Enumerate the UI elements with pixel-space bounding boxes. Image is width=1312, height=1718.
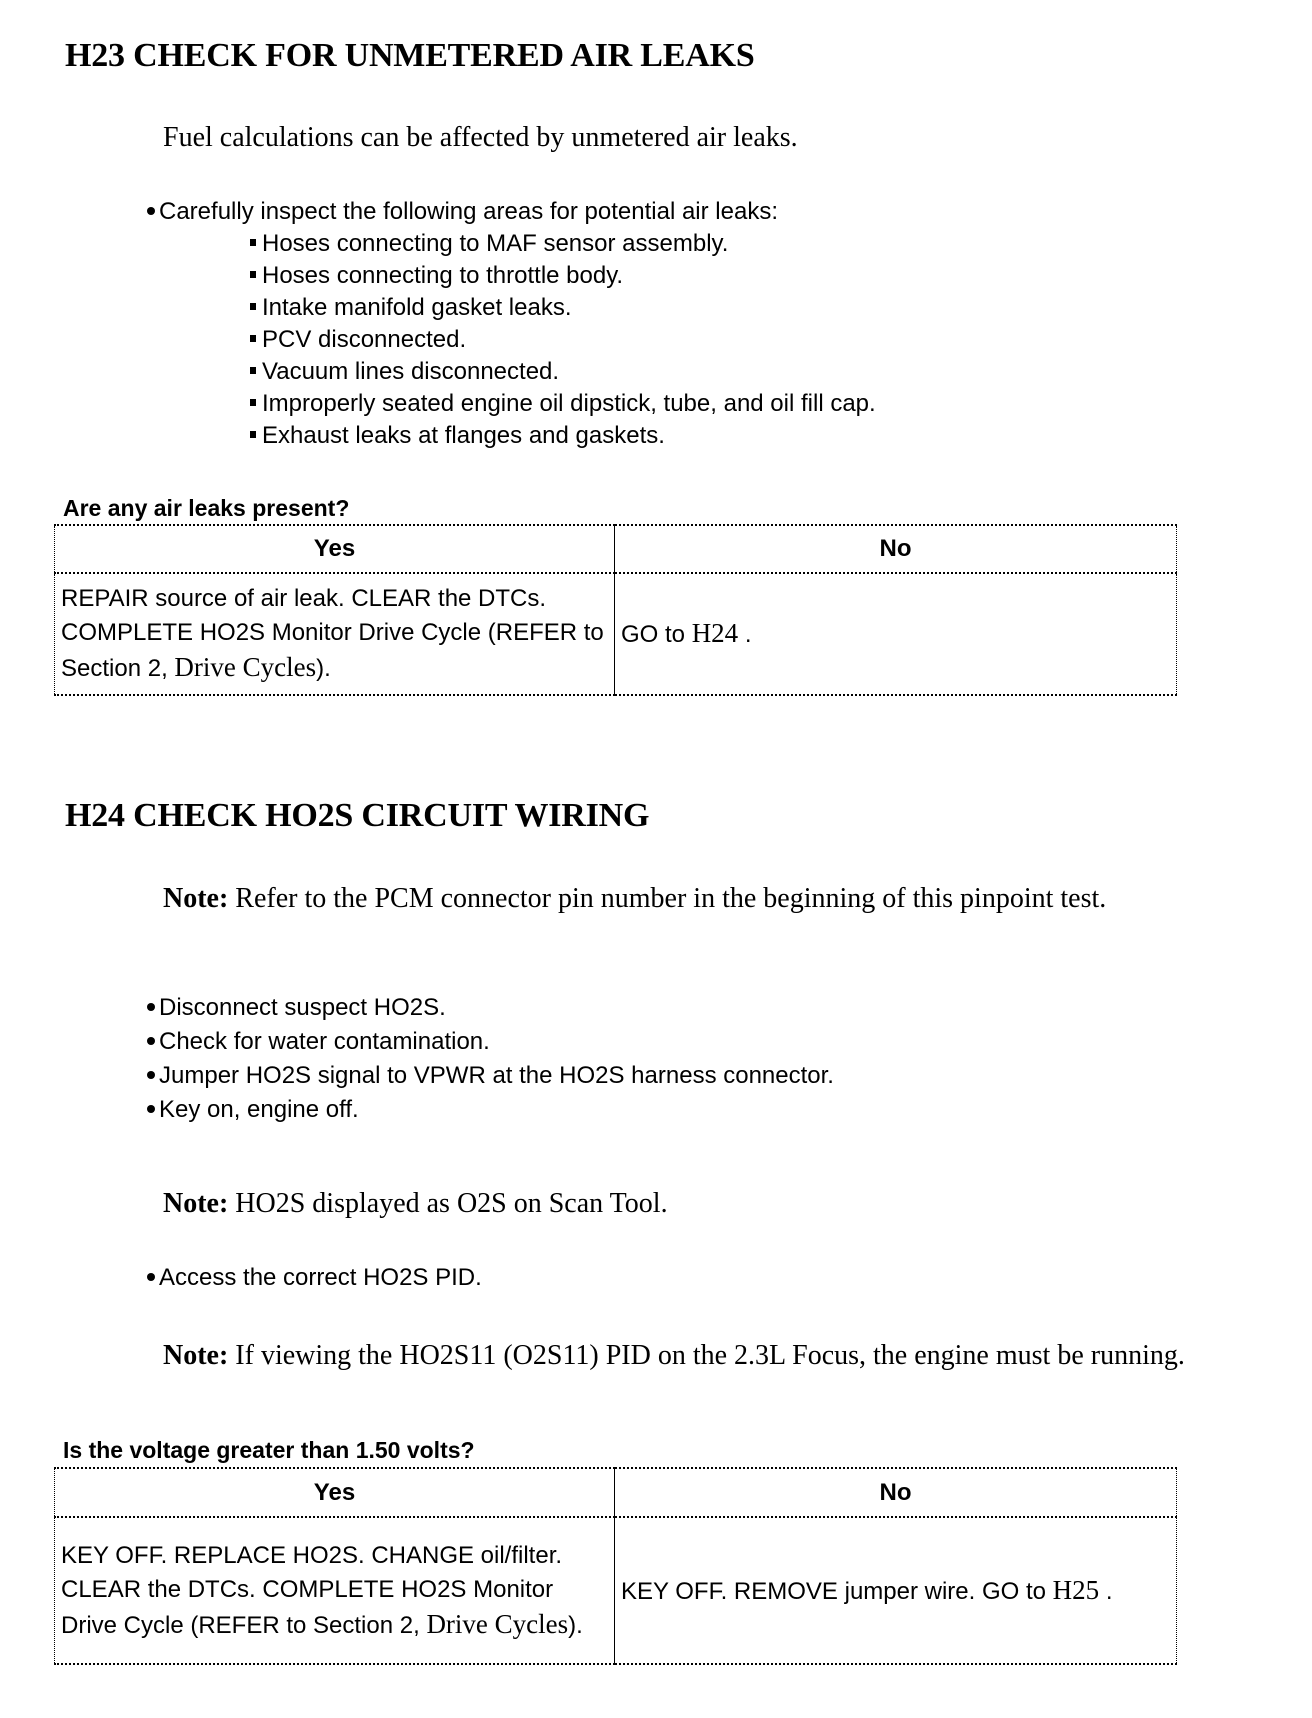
- h23-subitem: Hoses connecting to MAF sensor assembly.: [250, 228, 728, 260]
- h24-note-3: Note: If viewing the HO2S11 (O2S11) PID on the 2.3L Focus, the engine must be running.: [163, 1340, 1185, 1371]
- h24-step: Key on, engine off.: [147, 1094, 359, 1126]
- bullet-icon: [147, 1037, 155, 1045]
- h24-step: Jumper HO2S signal to VPWR at the HO2S harness connector.: [147, 1060, 834, 1092]
- square-bullet-icon: [250, 431, 256, 438]
- square-bullet-icon: [250, 335, 256, 342]
- h23-subitem: Improperly seated engine oil dipstick, tube, and oil fill cap.: [250, 388, 876, 420]
- section-title-h24: H24 CHECK HO2S CIRCUIT WIRING: [65, 797, 650, 834]
- square-bullet-icon: [250, 367, 256, 374]
- bullet-icon: [147, 207, 155, 215]
- h23-subitem: Intake manifold gasket leaks.: [250, 292, 572, 324]
- bullet-icon: [147, 1273, 155, 1281]
- h23-subitem: Exhaust leaks at flanges and gaskets.: [250, 420, 665, 452]
- h23-subitem: Hoses connecting to throttle body.: [250, 260, 623, 292]
- yes-action: KEY OFF. REPLACE HO2S. CHANGE oil/filter. CLEAR the DTCs. COMPLETE HO2S Monitor Drive Cycle (REFER to Section 2, Drive Cycles).: [55, 1517, 615, 1664]
- bullet-icon: [147, 1071, 155, 1079]
- h23-question: Are any air leaks present?: [63, 495, 350, 521]
- h24-step: Check for water contamination.: [147, 1026, 490, 1058]
- h23-subitem: PCV disconnected.: [250, 324, 466, 356]
- bullet-icon: [147, 1003, 155, 1011]
- header-yes: Yes: [55, 1468, 615, 1517]
- h24-link[interactable]: H24: [691, 618, 739, 648]
- h23-subitem: Vacuum lines disconnected.: [250, 356, 559, 388]
- h24-step-access-pid: Access the correct HO2S PID.: [147, 1262, 482, 1294]
- h24-question: Is the voltage greater than 1.50 volts?: [63, 1437, 475, 1463]
- no-action: GO to H24 .: [615, 573, 1177, 695]
- bullet-icon: [147, 1105, 155, 1113]
- header-yes: Yes: [55, 525, 615, 573]
- h24-decision-table: [54, 1467, 1177, 1665]
- square-bullet-icon: [250, 239, 256, 246]
- h24-note-2: Note: HO2S displayed as O2S on Scan Tool.: [163, 1188, 668, 1219]
- header-no: No: [615, 1468, 1177, 1517]
- square-bullet-icon: [250, 303, 256, 310]
- h24-step: Disconnect suspect HO2S.: [147, 992, 446, 1024]
- h24-note-1: Note: Refer to the PCM connector pin number in the beginning of this pinpoint test.: [163, 883, 1107, 914]
- h25-link[interactable]: H25: [1052, 1574, 1100, 1605]
- yes-action: REPAIR source of air leak. CLEAR the DTCs. COMPLETE HO2S Monitor Drive Cycle (REFER to Section 2, Drive Cycles).: [55, 573, 615, 695]
- header-no: No: [615, 525, 1177, 573]
- drive-cycles-link[interactable]: Drive Cycles: [174, 652, 317, 682]
- square-bullet-icon: [250, 271, 256, 278]
- drive-cycles-link[interactable]: Drive Cycles: [426, 1608, 569, 1639]
- h23-step-1: Carefully inspect the following areas for potential air leaks:: [147, 196, 778, 228]
- h23-decision-table: [54, 524, 1177, 696]
- square-bullet-icon: [250, 399, 256, 406]
- h23-intro: Fuel calculations can be affected by unmetered air leaks.: [163, 122, 798, 153]
- no-action: KEY OFF. REMOVE jumper wire. GO to H25 .: [615, 1517, 1177, 1664]
- section-title-h23: H23 CHECK FOR UNMETERED AIR LEAKS: [65, 37, 755, 74]
